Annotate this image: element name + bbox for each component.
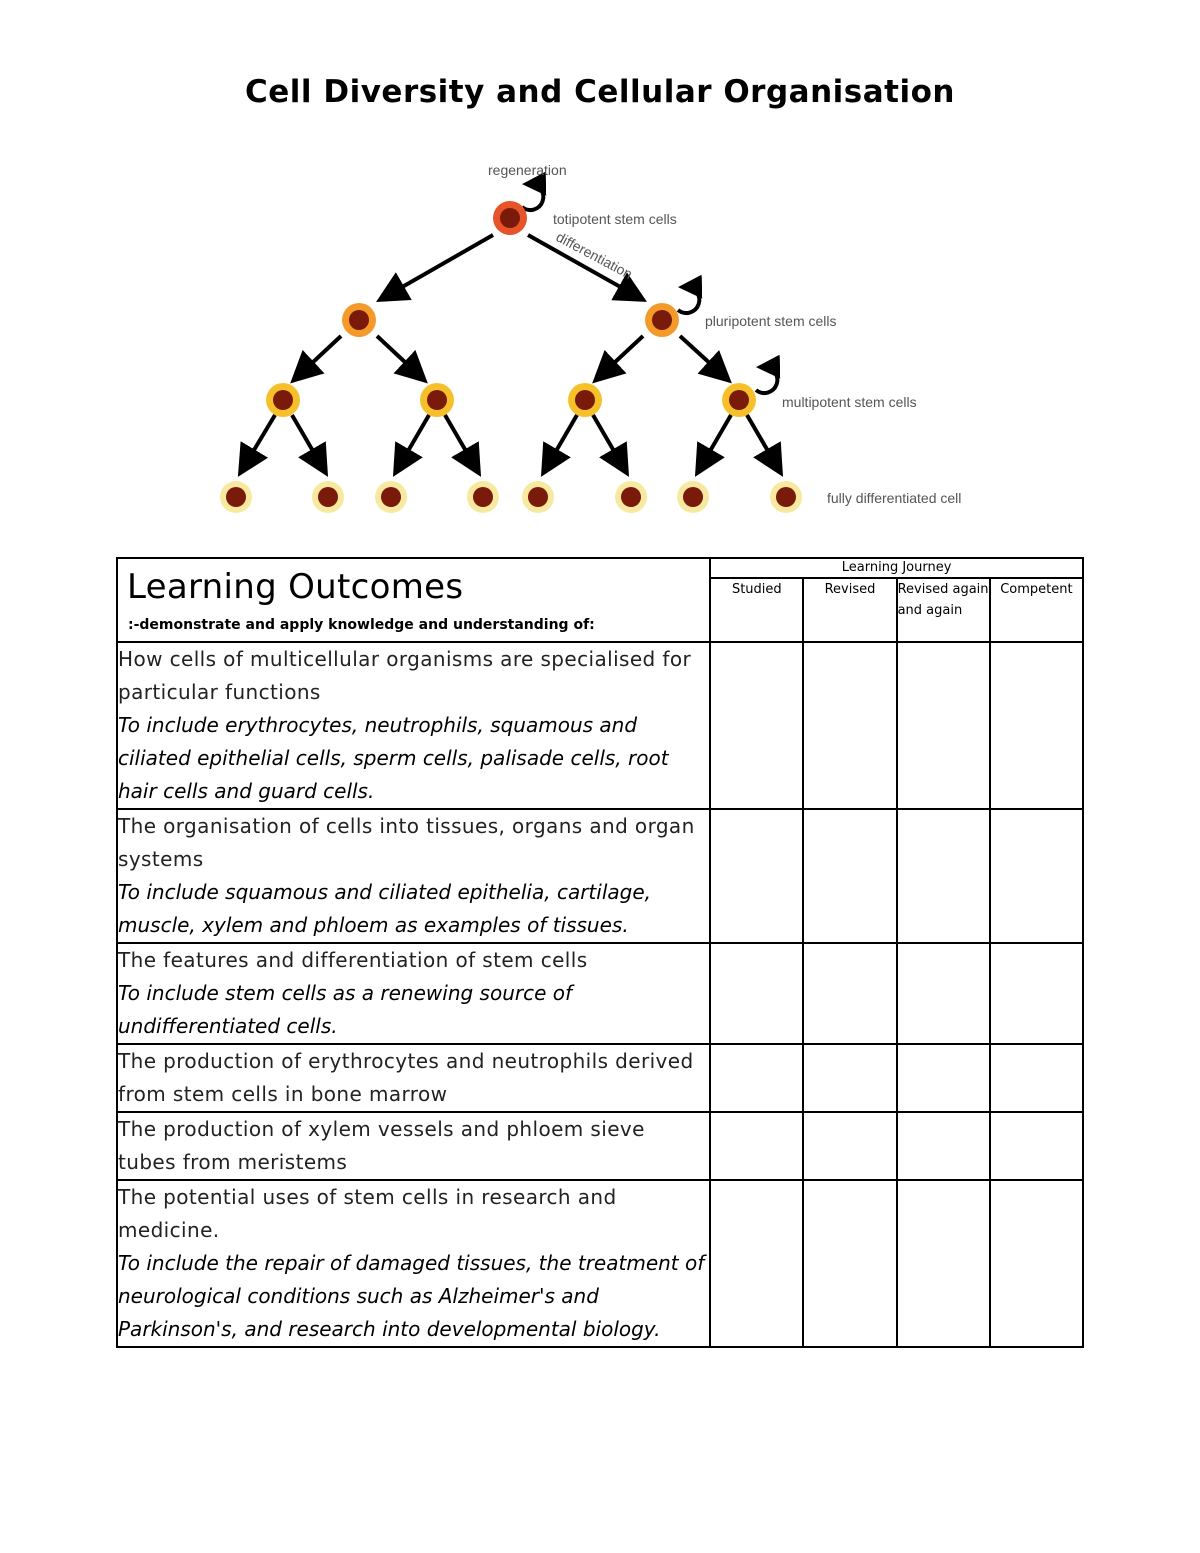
col-studied: Studied <box>710 578 803 642</box>
outcomes-heading: Learning Outcomes <box>127 567 464 607</box>
outcome-text: The production of xylem vessels and phloem sieve tubes from meristems <box>118 1117 645 1174</box>
table-row <box>117 642 1083 809</box>
outcome-cell <box>117 1112 710 1180</box>
checkbox-studied[interactable] <box>710 1180 803 1347</box>
outcome-include: To include squamous and ciliated epithelia, cartilage, muscle, xylem and phloem as examples of tissues. <box>118 880 651 937</box>
checkbox-studied[interactable] <box>710 809 803 943</box>
checkbox-studied[interactable] <box>710 943 803 1044</box>
checkbox-revised-again[interactable] <box>897 943 990 1044</box>
checkbox-studied[interactable] <box>710 1112 803 1180</box>
label-regeneration: regeneration <box>488 162 567 178</box>
outcome-cell <box>117 809 710 943</box>
header-row-top <box>117 558 1083 578</box>
learning-outcomes-table <box>116 557 1084 1348</box>
totipotent-cell <box>493 201 527 235</box>
outcome-include: To include erythrocytes, neutrophils, squamous and ciliated epithelial cells, sperm cells, palisade cells, root hair cells and guard cells. <box>118 713 669 803</box>
outcome-text: The potential uses of stem cells in research and medicine. <box>118 1185 617 1242</box>
table-row <box>117 1180 1083 1347</box>
col-revised-again: Revised again and again <box>897 578 990 642</box>
checkbox-competent[interactable] <box>990 642 1083 809</box>
checkbox-revised[interactable] <box>803 1112 896 1180</box>
outcomes-header-cell <box>117 558 710 642</box>
page-title: Cell Diversity and Cellular Organisation <box>245 74 955 110</box>
checkbox-studied[interactable] <box>710 642 803 809</box>
outcome-cell <box>117 1044 710 1112</box>
checkbox-studied[interactable] <box>710 1044 803 1112</box>
outcome-text: How cells of multicellular organisms are specialised for particular functions <box>118 647 692 704</box>
checkbox-competent[interactable] <box>990 1112 1083 1180</box>
outcome-text: The organisation of cells into tissues, organs and organ systems <box>118 814 695 871</box>
table-row <box>117 1044 1083 1112</box>
outcome-cell <box>117 642 710 809</box>
checkbox-revised-again[interactable] <box>897 809 990 943</box>
label-differentiated: fully differentiated cell <box>827 490 962 506</box>
stem-cell-diagram <box>200 150 1000 530</box>
outcome-cell <box>117 943 710 1044</box>
checkbox-competent[interactable] <box>990 1180 1083 1347</box>
label-pluripotent: pluripotent stem cells <box>705 313 837 329</box>
label-differentiation: differentiation <box>553 228 636 282</box>
checkbox-revised-again[interactable] <box>897 1044 990 1112</box>
arrows <box>242 235 779 470</box>
label-totipotent: totipotent stem cells <box>553 211 677 227</box>
learning-journey-header: Learning Journey <box>710 558 1083 578</box>
table-row <box>117 1112 1083 1180</box>
differentiated-cells <box>220 481 802 513</box>
outcome-cell <box>117 1180 710 1347</box>
pluripotent-cells <box>342 303 679 337</box>
checkbox-revised[interactable] <box>803 1180 896 1347</box>
multipotent-cells <box>266 383 756 417</box>
checkbox-competent[interactable] <box>990 943 1083 1044</box>
outcome-include: To include stem cells as a renewing source of undifferentiated cells. <box>118 981 573 1038</box>
outcome-text: The features and differentiation of stem cells <box>118 948 588 972</box>
col-revised: Revised <box>803 578 896 642</box>
col-competent: Competent <box>990 578 1083 642</box>
checkbox-revised[interactable] <box>803 642 896 809</box>
checkbox-competent[interactable] <box>990 1044 1083 1112</box>
checkbox-revised-again[interactable] <box>897 642 990 809</box>
outcomes-subheading: :-demonstrate and apply knowledge and understanding of: <box>128 617 595 633</box>
checkbox-revised[interactable] <box>803 943 896 1044</box>
outcome-include: To include the repair of damaged tissues, the treatment of neurological conditions such as Alzheimer's and Parkinson's, and research into developmental biology. <box>118 1251 705 1341</box>
label-multipotent: multipotent stem cells <box>782 394 917 410</box>
checkbox-revised[interactable] <box>803 809 896 943</box>
checkbox-revised-again[interactable] <box>897 1180 990 1347</box>
outcome-text: The production of erythrocytes and neutrophils derived from stem cells in bone marrow <box>118 1049 694 1106</box>
table-row <box>117 943 1083 1044</box>
checkbox-revised[interactable] <box>803 1044 896 1112</box>
checkbox-competent[interactable] <box>990 809 1083 943</box>
checkbox-revised-again[interactable] <box>897 1112 990 1180</box>
table-row <box>117 809 1083 943</box>
